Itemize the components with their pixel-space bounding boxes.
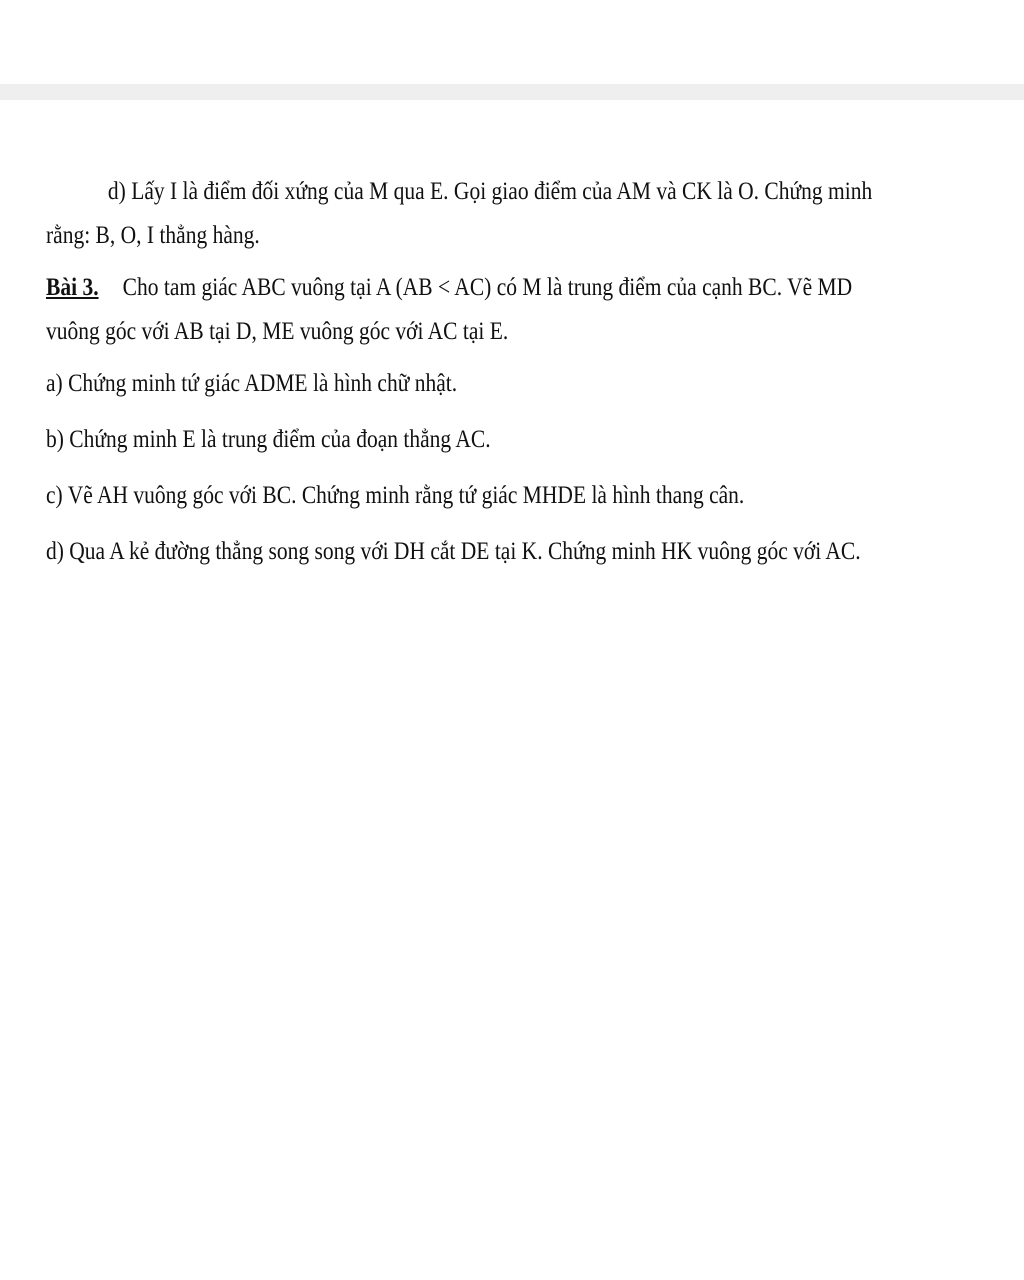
bai3-part-c-text: c) Vẽ AH vuông góc với BC. Chứng minh rằng tứ giác MHDE là hình thang cân. xyxy=(46,482,745,509)
document-page[interactable] xyxy=(0,100,1024,1280)
bai3-intro-line2: vuông góc với AB tại D, ME vuông góc với AC tại E. xyxy=(46,318,509,345)
top-margin xyxy=(0,0,1024,84)
prev-part-d xyxy=(46,170,873,258)
bai3-part-d-text: d) Qua A kẻ đường thẳng song song với DH cắt DE tại K. Chứng minh HK vuông góc với AC. xyxy=(46,538,861,565)
prev-part-d-line1: d) Lấy I là điểm đối xứng của M qua E. Gọi giao điểm của AM và CK là O. Chứng minh xyxy=(107,178,873,205)
bai3-part-d xyxy=(46,530,861,574)
bai3-intro xyxy=(46,266,853,354)
bai3-part-b xyxy=(46,418,837,462)
prev-part-d-line2: rằng: B, O, I thẳng hàng. xyxy=(46,222,260,249)
bai3-intro-text1: Cho tam giác ABC vuông tại A (AB < AC) có M là trung điểm của cạnh BC. Vẽ MD xyxy=(122,274,853,301)
bai3-part-c xyxy=(46,474,837,518)
toolbar-band xyxy=(0,84,1024,100)
bai3-part-b-text: b) Chứng minh E là trung điểm của đoạn thẳng AC. xyxy=(46,426,491,453)
bai3-intro-line1 xyxy=(46,266,853,310)
bai3-title: Bài 3. xyxy=(46,274,99,301)
bai3-part-a-text: a) Chứng minh tứ giác ADME là hình chữ nhật. xyxy=(46,370,458,397)
bai3-part-a xyxy=(46,362,837,406)
document-body xyxy=(46,170,873,574)
